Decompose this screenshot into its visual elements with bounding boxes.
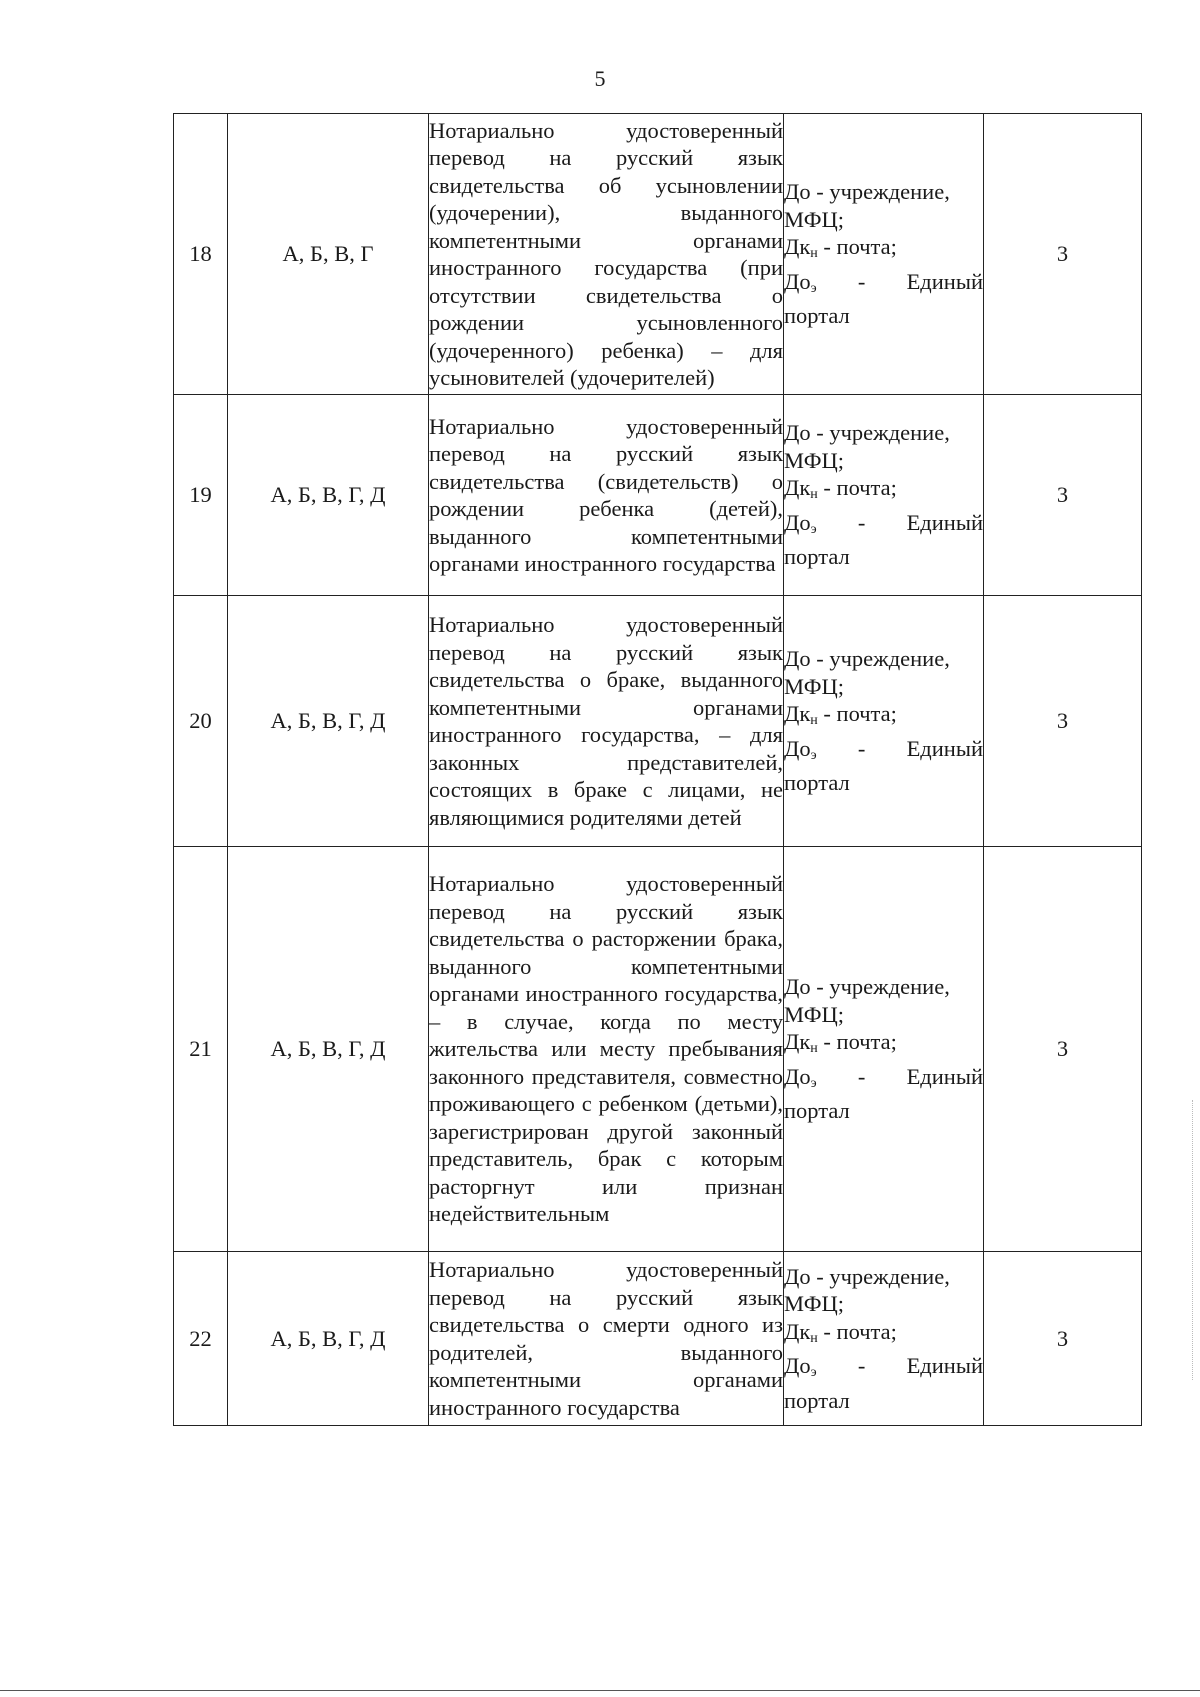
way-mail-subscript: н xyxy=(810,1041,818,1057)
way-portal-code: До xyxy=(784,268,811,294)
way-line-portal xyxy=(784,509,983,544)
page-number: 5 xyxy=(594,66,606,91)
row-number: 20 xyxy=(189,708,212,734)
way-portal-code: До xyxy=(784,509,811,535)
way-line-portal-end: портал xyxy=(784,1098,850,1124)
quantity-cell xyxy=(984,596,1142,847)
way-mail-text: - почта; xyxy=(817,234,897,260)
way-line-office: До - учреждение, xyxy=(784,974,950,1000)
way-mail-text: - почта; xyxy=(817,475,897,501)
way-line-mail xyxy=(784,1318,983,1353)
categories-cell xyxy=(228,1252,429,1426)
way-mail-text: - почта; xyxy=(817,701,897,727)
row-number: 21 xyxy=(189,1036,212,1062)
categories-cell xyxy=(228,114,429,395)
way-line-portal xyxy=(784,268,983,303)
quantity-cell xyxy=(984,847,1142,1252)
way-portal-word: Единый xyxy=(906,735,983,761)
way-mail-subscript: н xyxy=(810,1330,818,1346)
row-number-cell xyxy=(174,847,228,1252)
way-line-mail xyxy=(784,233,983,268)
categories-cell xyxy=(228,596,429,847)
way-line-mfc: МФЦ; xyxy=(784,447,844,473)
document-description: Нотариально удостоверенный перевод на русский язык свидетельства о браке, выданного компетентными органами иностранного государства, – для законных представителей, состоящих в браке с лицами, не являющимися родителями детей xyxy=(429,612,783,830)
way-portal-code: До xyxy=(784,1063,811,1089)
way-portal-code: До xyxy=(784,735,811,761)
applicant-categories: А, Б, В, Г, Д xyxy=(270,1325,386,1351)
way-portal-code: До xyxy=(784,1353,811,1379)
way-portal-subscript: э xyxy=(810,521,817,537)
way-line-office: До - учреждение, xyxy=(784,1263,950,1289)
way-mail-text: - почта; xyxy=(817,1029,897,1055)
way-line-mfc: МФЦ; xyxy=(784,673,844,699)
way-portal-dash: - xyxy=(857,735,866,761)
row-number-cell xyxy=(174,1252,228,1426)
way-portal-dash: - xyxy=(857,268,866,294)
document-description: Нотариально удостоверенный перевод на русский язык свидетельства о расторжении брака, выданного компетентными органами иностранного государства, – в случае, когда по месту жительства или месту пребывания законного представителя, совместно проживающего с ребенком (детьми), зарегистрирован другой законный представитель, брак с которым расторгнут или признан недействительным xyxy=(429,871,783,1227)
submission-way-cell xyxy=(784,114,984,395)
document-cell xyxy=(429,1252,784,1426)
way-portal-word: Единый xyxy=(906,1353,983,1379)
way-mail-code: Дк xyxy=(784,475,811,501)
table-row xyxy=(174,1252,1142,1426)
way-line-mail xyxy=(784,700,983,735)
way-mail-subscript: н xyxy=(810,487,818,503)
submission-way-cell xyxy=(784,1252,984,1426)
way-portal-subscript: э xyxy=(810,1365,817,1381)
way-line-portal xyxy=(784,735,983,770)
way-line-portal-end: портал xyxy=(784,303,850,329)
quantity-value: 3 xyxy=(1056,241,1069,267)
way-portal-dash: - xyxy=(857,1353,866,1379)
document-cell xyxy=(429,596,784,847)
row-number: 22 xyxy=(189,1325,212,1351)
way-line-office: До - учреждение, xyxy=(784,179,950,205)
table-row xyxy=(174,114,1142,395)
submission-way-cell xyxy=(784,596,984,847)
applicant-categories: А, Б, В, Г, Д xyxy=(270,1036,386,1062)
quantity-cell xyxy=(984,114,1142,395)
way-portal-word: Единый xyxy=(906,268,983,294)
way-line-mfc: МФЦ; xyxy=(784,1291,844,1317)
applicant-categories: А, Б, В, Г, Д xyxy=(270,708,386,734)
applicant-categories: А, Б, В, Г xyxy=(282,241,374,267)
table-row xyxy=(174,847,1142,1252)
document-description: Нотариально удостоверенный перевод на русский язык свидетельства (свидетельств) о рождении ребенка (детей), выданного компетентными органами иностранного государства xyxy=(429,413,783,576)
documents-table-body xyxy=(174,114,1142,1426)
way-mail-code: Дк xyxy=(784,701,811,727)
way-portal-subscript: э xyxy=(810,280,817,296)
quantity-value: 3 xyxy=(1056,1325,1069,1351)
table-row xyxy=(174,596,1142,847)
quantity-value: 3 xyxy=(1056,708,1069,734)
way-line-portal-end: портал xyxy=(784,770,850,796)
way-line-office: До - учреждение, xyxy=(784,420,950,446)
way-mail-subscript: н xyxy=(810,246,818,262)
categories-cell xyxy=(228,847,429,1252)
document-cell xyxy=(429,395,784,596)
row-number-cell xyxy=(174,114,228,395)
row-number: 19 xyxy=(189,482,212,508)
quantity-value: 3 xyxy=(1056,482,1069,508)
way-mail-code: Дк xyxy=(784,234,811,260)
document-description: Нотариально удостоверенный перевод на русский язык свидетельства о смерти одного из родителей, выданного компетентными органами иностранного государства xyxy=(429,1257,783,1420)
way-line-mfc: МФЦ; xyxy=(784,206,844,232)
way-line-mail xyxy=(784,474,983,509)
table-row xyxy=(174,395,1142,596)
way-portal-dash: - xyxy=(857,509,866,535)
documents-table xyxy=(173,113,1142,1426)
submission-way-cell xyxy=(784,847,984,1252)
way-line-portal-end: портал xyxy=(784,1387,850,1413)
row-number: 18 xyxy=(189,241,212,267)
quantity-value: 3 xyxy=(1056,1036,1069,1062)
way-portal-word: Единый xyxy=(906,509,983,535)
way-mail-code: Дк xyxy=(784,1318,811,1344)
row-number-cell xyxy=(174,395,228,596)
way-portal-subscript: э xyxy=(810,747,817,763)
way-line-portal xyxy=(784,1063,983,1098)
way-line-office: До - учреждение, xyxy=(784,646,950,672)
way-mail-code: Дк xyxy=(784,1029,811,1055)
applicant-categories: А, Б, В, Г, Д xyxy=(270,482,386,508)
scan-bottom-edge xyxy=(0,1690,1200,1691)
way-portal-subscript: э xyxy=(810,1075,817,1091)
way-line-portal xyxy=(784,1352,983,1387)
row-number-cell xyxy=(174,596,228,847)
way-portal-word: Единый xyxy=(906,1063,983,1089)
way-mail-subscript: н xyxy=(810,713,818,729)
document-cell xyxy=(429,847,784,1252)
way-portal-dash: - xyxy=(857,1063,866,1089)
document-cell xyxy=(429,114,784,395)
categories-cell xyxy=(228,395,429,596)
quantity-cell xyxy=(984,1252,1142,1426)
document-description: Нотариально удостоверенный перевод на русский язык свидетельства об усыновлении (удочерении), выданного компетентными органами иностранного государства (при отсутствии свидетельства о рождении усыновленного (удочеренного) ребенка) – для усыновителей (удочерителей) xyxy=(429,117,783,390)
quantity-cell xyxy=(984,395,1142,596)
way-line-mfc: МФЦ; xyxy=(784,1001,844,1027)
way-line-portal-end: портал xyxy=(784,544,850,570)
scan-side-marks xyxy=(1192,1100,1194,1380)
submission-way-cell xyxy=(784,395,984,596)
way-line-mail xyxy=(784,1028,983,1063)
way-mail-text: - почта; xyxy=(817,1318,897,1344)
